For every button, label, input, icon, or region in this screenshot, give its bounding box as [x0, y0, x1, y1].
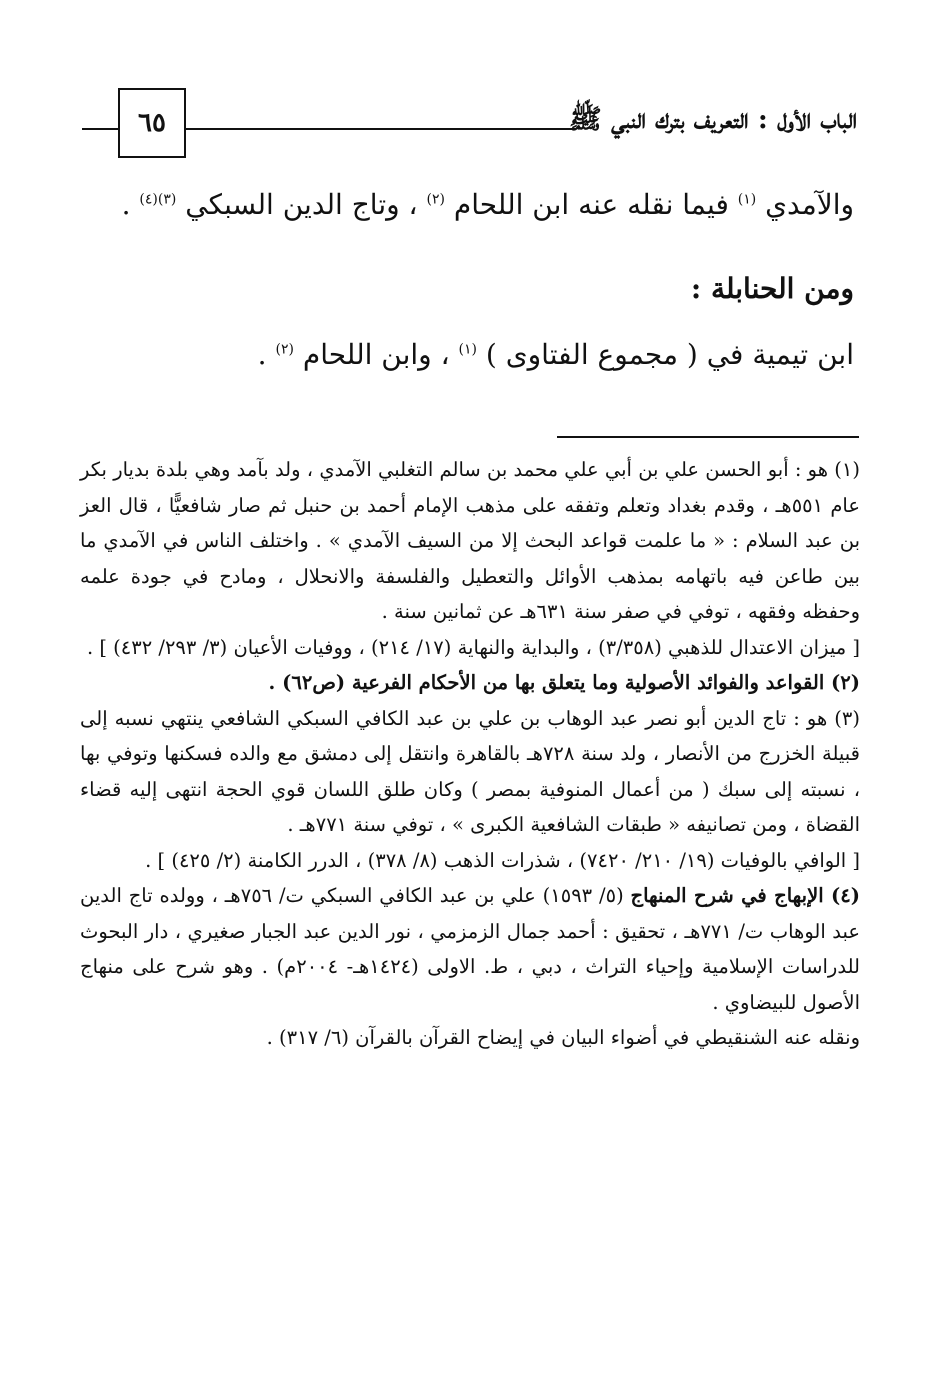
page-header [82, 88, 857, 162]
footnote-3-source: [ الوافي بالوفيات (١٩/ ٢١٠/ ٧٤٢٠) ، شذرات الذهب (٨/ ٣٧٨) ، الدرر الكامنة (٢/ ٤٢٥) ] . [145, 848, 860, 872]
footnote-4-title: (٤) الإبهاج في شرح المنهاج [630, 884, 860, 907]
footnote-ref: (٣)(٤) [139, 191, 177, 208]
footnote-4-text: (٥/ ١٥٩٣) علي بن عبد الكافي السبكي ت/ ٧٥٦هـ ، وولده تاج الدين عبد الوهاب ت/ ٧٧١هـ ، تحقيق : أحمد جمال الزمزمي ، نور الدين عبد الجبار صغيري ، دار البحوث للدراسات الإسلامية وإحياء التراث ، دبي ، ط. الاولى (١٤٢٤هـ- ٢٠٠٤م) . وهو شرح على منهاج الأصول للبيضاوي . [80, 884, 860, 1014]
footnote-separator [557, 436, 859, 438]
body-text-segment: فيما نقله عنه ابن اللحام [453, 188, 729, 221]
footnote-4-extra: ونقله عنه الشنقيطي في أضواء البيان في إيضاح القرآن بالقرآن (٦/ ٣١٧) . [266, 1026, 860, 1049]
header-rule [186, 128, 576, 130]
footnote-2: (٢) القواعد والفوائد الأصولية وما يتعلق بها من الأحكام الفرعية (ص٦٢) . [268, 671, 860, 694]
body-line-1 [94, 188, 854, 221]
footnote-1: (١) هو : أبو الحسن علي بن أبي علي محمد بن سالم التغلبي الآمدي ، ولد بآمد وهي بلدة بديار بكر عام ٥٥١هـ ، وقدم بغداد وتعلم وتفقه على مذهب الإمام أحمد بن حنبل ثم صار شافعيًّا ، قال العز بن عبد السلام : « ما علمت قواعد البحث إلا من السيف الآمدي » . واختلف الناس في الآمدي ما بين طاعن فيه باتهامه بمذهب الأوائل والتعطيل والفلسفة والانحلال ، ومادح في جودة علمه وحفظه وفقهه ، توفي في صفر سنة ٦٣١هـ عن ثمانين سنة . [80, 458, 860, 623]
body-text-segment: . [257, 338, 267, 371]
footnote-4 [80, 878, 860, 1020]
body-text-segment: والآمدي [765, 188, 854, 221]
header-rule-left [82, 128, 118, 130]
body-line-2 [94, 338, 854, 371]
body-text-segment: ابن تيمية في ( مجموع الفتاوى ) [485, 338, 854, 371]
page-number: ٦٥ [138, 108, 166, 138]
body-text-segment: ، وابن اللحام [302, 338, 450, 371]
section-heading: ومن الحنابلة : [690, 272, 854, 305]
chapter-title: الباب الأول : التعريف بترك النبي ﷺ [569, 104, 857, 135]
footnote-ref: (٢) [426, 191, 445, 208]
body-text-segment: . [121, 188, 131, 221]
footnote-1-source: [ ميزان الاعتدال للذهبي (٣/٣٥٨) ، والبداية والنهاية (١٧/ ٢١٤) ، ووفيات الأعيان (٣/ ٢٩٣/ ٤٣٢) ] . [86, 635, 860, 659]
footnote-3: (٣) هو : تاج الدين أبو نصر عبد الوهاب بن علي بن عبد الكافي السبكي الشافعي ينتهي نسبه إلى قبيلة الخزرج من الأنصار ، ولد سنة ٧٢٨هـ بالقاهرة وانتقل إلى دمشق مع والده فسكنها وتوفي بها ، نسبته إلى سبك ( من أعمال المنوفية بمصر ) وكان طلق اللسان قوي الحجة انتهى إليه قضاء القضاة ، ومن تصانيفه « طبقات الشافعية الكبرى » ، توفي سنة ٧٧١هـ . [80, 706, 860, 836]
footnote-ref: (١) [737, 191, 757, 208]
body-text-segment: ، وتاج الدين السبكي [185, 188, 418, 221]
footnote-ref: (١) [458, 341, 478, 358]
footnotes [80, 452, 860, 1056]
footnote-ref: (٢) [275, 341, 294, 358]
page-number-box [118, 88, 186, 158]
